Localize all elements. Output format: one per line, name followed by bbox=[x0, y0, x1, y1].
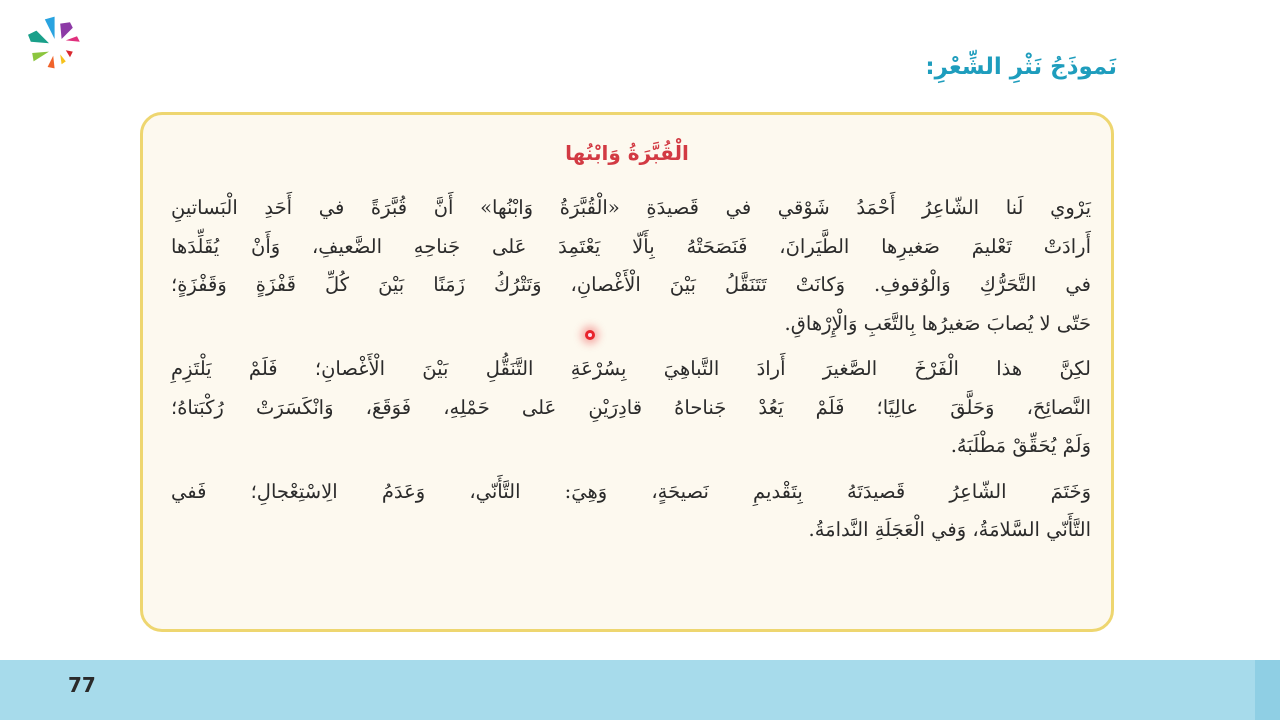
text-line: لكِنَّ هذا الْفَرْخَ الصَّغيرَ أَرادَ التَّباهِيَ بِسُرْعَةِ التَّنَقُّلِ بَيْنَ الْأَغْصانِ؛ فَلَمْ يَلْتَزِمِ bbox=[171, 357, 1091, 380]
section-heading: نَموذَجُ نَثْرِ الشِّعْرِ: bbox=[925, 54, 1117, 80]
footer-edge bbox=[1255, 660, 1280, 720]
text-line: في التَّحَرُّكِ وَالْوُقوفِ. وَكانَتْ تَتَنَقَّلُ بَيْنَ الْأَغْصانِ، وَتَتْرُكُ زَمَنًا بَيْنَ كُلِّ قَفْزَةٍ وَقَفْزَةٍ؛ bbox=[171, 273, 1091, 296]
text-line: أَرادَتْ تَعْليمَ صَغيرِها الطَّيَرانَ، فَنَصَحَتْهُ بِأَلّا يَعْتَمِدَ عَلى جَناحِهِ الضَّعيفِ، وَأَنْ يُقَلِّدَها bbox=[171, 234, 1091, 258]
text-line: وَخَتَمَ الشّاعِرُ قَصيدَتَهُ بِتَقْديمِ نَصيحَةٍ، وَهِيَ: التَّأَنّي، وَعَدَمُ الِاسْتِعْجالِ؛ فَفي bbox=[171, 479, 1091, 503]
story-body bbox=[171, 189, 1091, 557]
story-title: الْقُبَّرَةُ وَابْنُها bbox=[565, 141, 689, 165]
text-line: وَلَمْ يُحَقِّقْ مَطْلَبَهُ. bbox=[950, 434, 1091, 457]
paragraph-1 bbox=[171, 189, 1091, 343]
text-line: النَّصائِحَ، وَحَلَّقَ عالِيًا؛ فَلَمْ يَعُدْ جَناحاهُ قادِرَيْنِ عَلى حَمْلِهِ، فَوَقَعَ، وَانْكَسَرَتْ رُكْبَتاهُ؛ bbox=[171, 395, 1091, 419]
text-line: حَتّى لا يُصابَ صَغيرُها بِالتَّعَبِ وَالْإِرْهاقِ. bbox=[784, 311, 1091, 335]
story-box bbox=[140, 112, 1114, 632]
page-number: 77 bbox=[68, 673, 96, 697]
footer-bar bbox=[0, 660, 1280, 720]
paragraph-3 bbox=[171, 473, 1091, 550]
publisher-logo bbox=[14, 6, 98, 86]
text-line: التَّأَنّي السَّلامَةُ، وَفي الْعَجَلَةِ النَّدامَةُ. bbox=[808, 518, 1091, 541]
text-line: يَرْوي لَنا الشّاعِرُ أَحْمَدُ شَوْقي في قَصيدَةِ «الْقُبَّرَةُ وَابْنُها» أَنَّ قُبَّرَةً في أَحَدِ الْبَساتينِ bbox=[171, 196, 1091, 219]
paragraph-2 bbox=[171, 350, 1091, 466]
pointer-cursor-icon bbox=[585, 330, 595, 340]
